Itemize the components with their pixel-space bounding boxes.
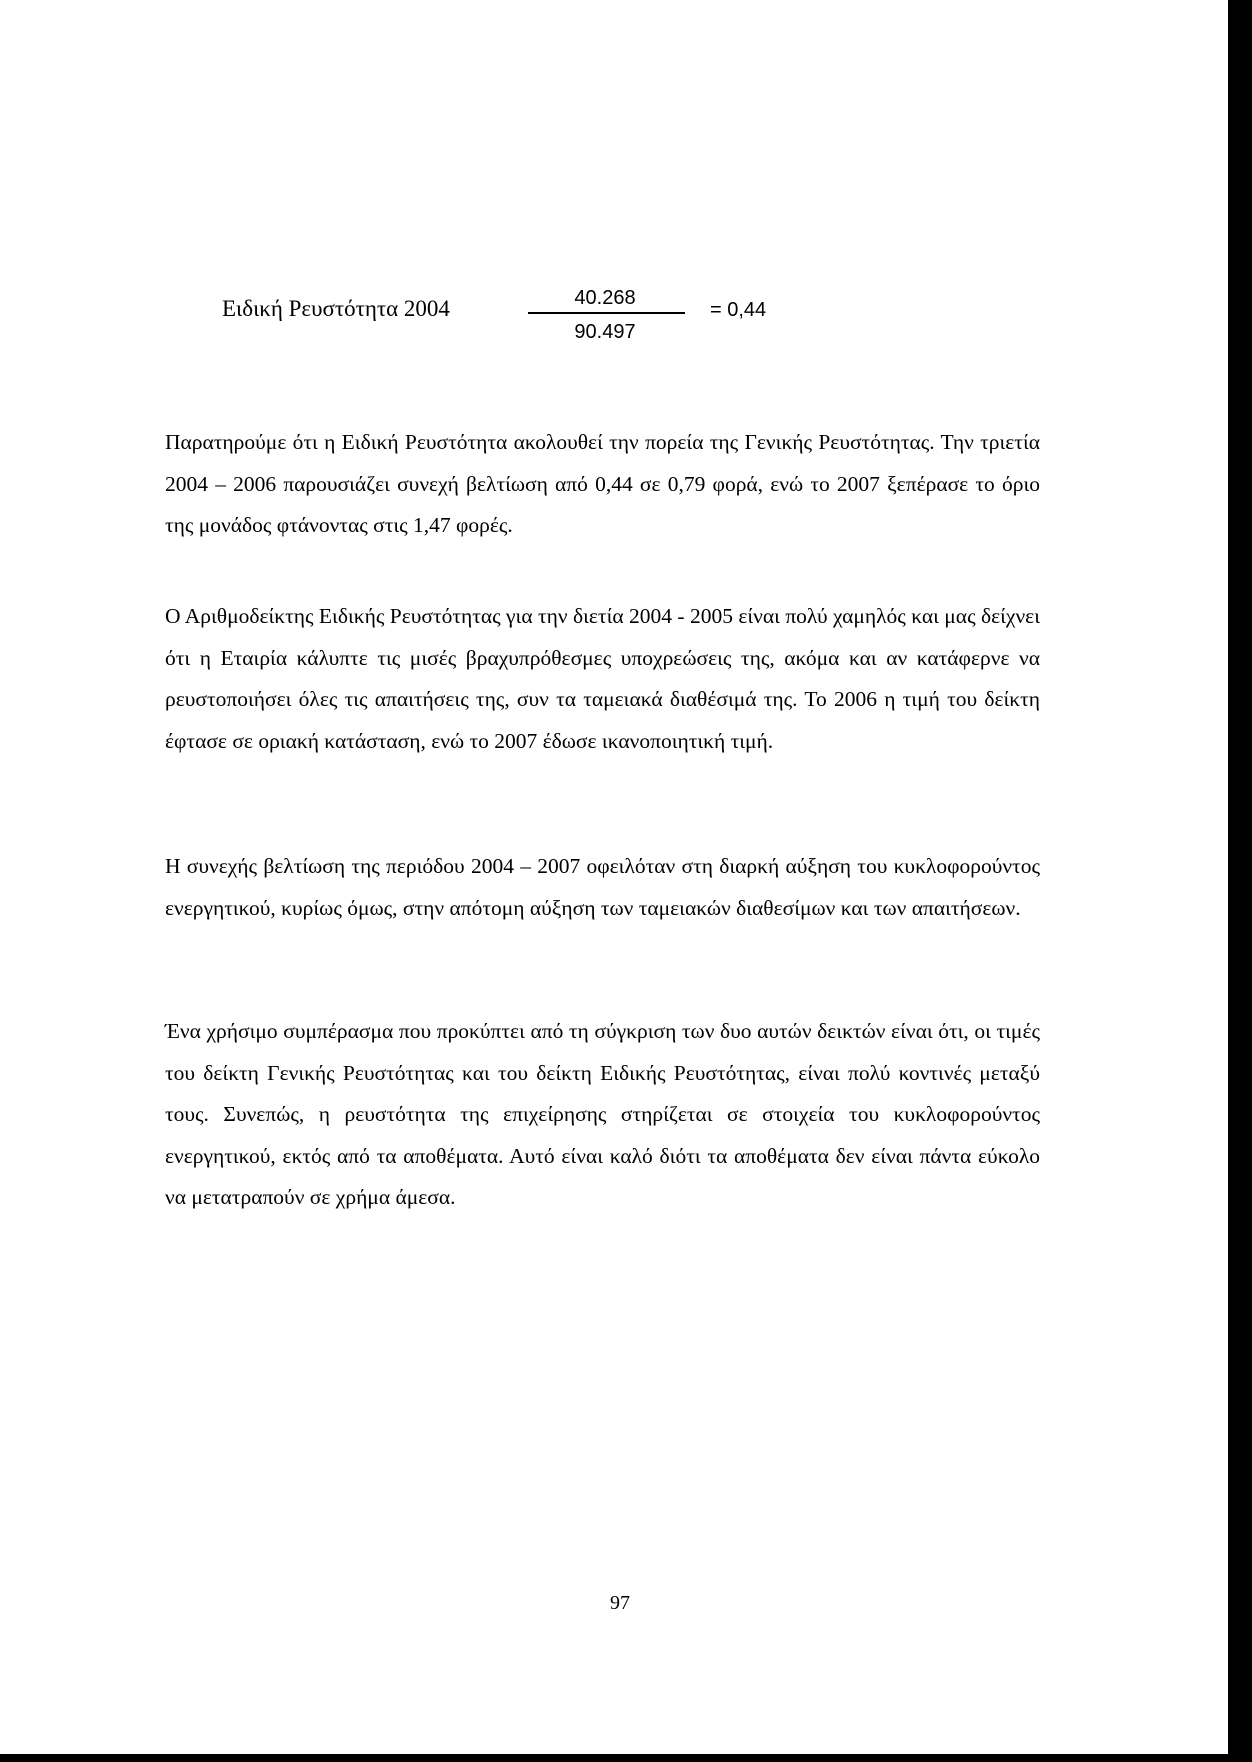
page-number: 97 bbox=[610, 1592, 630, 1614]
paragraph-3: Η συνεχής βελτίωση της περιόδου 2004 – 2007 οφειλόταν στη διαρκή αύξηση του κυκλοφορούντος ενεργητικού, κυρίως όμως, στην απότομη αύξηση των ταμειακών διαθεσίμων και των απαιτήσεων. bbox=[165, 854, 1040, 920]
paragraph-1: Παρατηρούμε ότι η Ειδική Ρευστότητα ακολουθεί την πορεία της Γενικής Ρευστότητας. Την τριετία 2004 – 2006 παρουσιάζει συνεχή βελτίωση από 0,44 σε 0,79 φορά, ενώ το 2007 ξεπέρασε το όριο της μονάδος φτάνοντας στις 1,47 φορές. bbox=[165, 430, 1040, 537]
paragraph-2: Ο Αριθμοδείκτης Ειδικής Ρευστότητας για την διετία 2004 - 2005 είναι πολύ χαμηλός και μας δείχνει ότι η Εταιρία κάλυπτε τις μισές βραχυπρόθεσμες υποχρεώσεις της, ακόμα και αν κατάφερνε να ρευστοποιήσει όλες τις απαιτήσεις της, συν τα ταμειακά διαθέσιμά της. Το 2006 η τιμή του δείκτη έφτασε σε οριακή κατάσταση, ενώ το 2007 έδωσε ικανοποιητική τιμή. bbox=[165, 604, 1040, 753]
formula-numerator: 40.268 bbox=[574, 287, 636, 309]
formula-denominator: 90.497 bbox=[574, 321, 636, 343]
formula-label: Ειδική Ρευστότητα 2004 bbox=[222, 296, 450, 321]
formula-result: = 0,44 bbox=[710, 299, 767, 321]
liquidity-formula bbox=[0, 0, 1228, 380]
paragraph-4: Ένα χρήσιμο συμπέρασμα που προκύπτει από τη σύγκριση των δυο αυτών δεικτών είναι ότι, οι τιμές του δείκτη Γενικής Ρευστότητας και του δείκτη Ειδικής Ρευστότητας, είναι πολύ κοντινές μεταξύ τους. Συνεπώς, η ρευστότητα της επιχείρησης στηρίζεται σε στοιχεία του κυκλοφορούντος ενεργητικού, εκτός από τα αποθέματα. Αυτό είναι καλό διότι τα αποθέματα δεν είναι πάντα εύκολο να μετατραπούν σε χρήμα άμεσα. bbox=[165, 1019, 1040, 1209]
fraction-bar bbox=[528, 312, 685, 314]
